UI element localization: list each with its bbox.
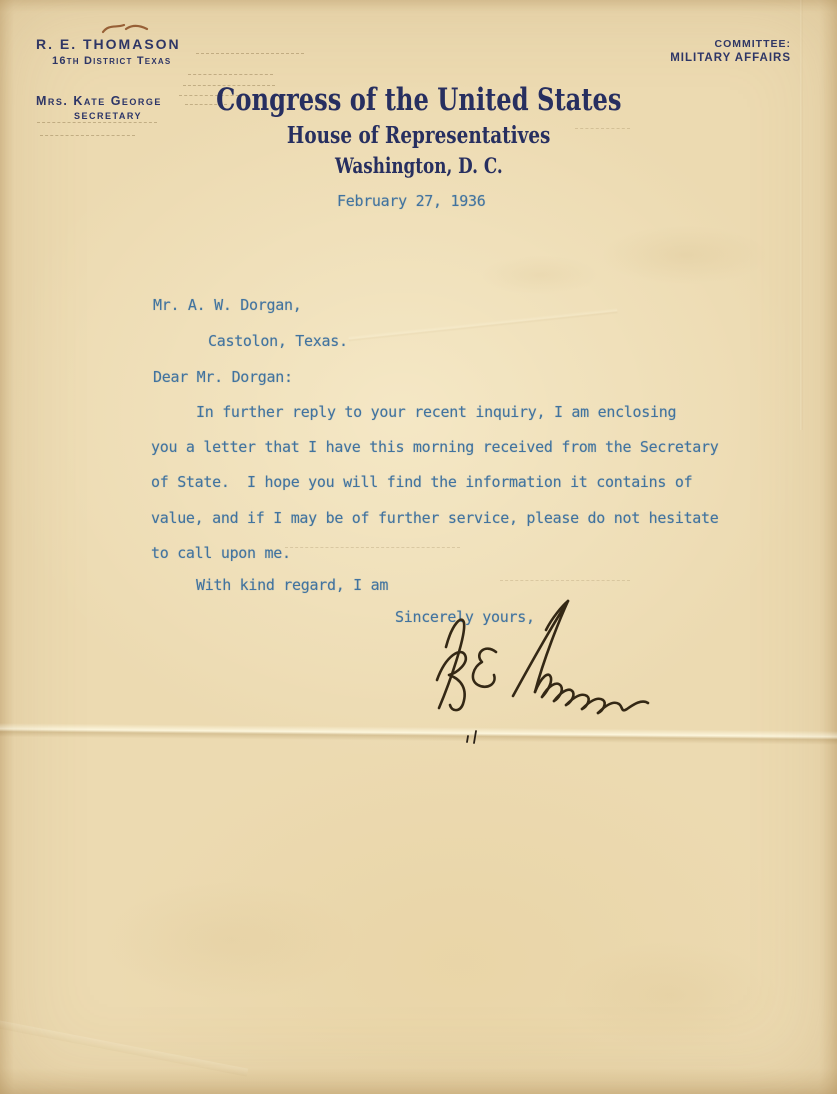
letter-date: February 27, 1936 (337, 192, 486, 210)
pencil-mark (463, 728, 485, 748)
diagonal-crease (348, 308, 617, 342)
chamber-heading-text: House of Representatives (286, 122, 551, 149)
paper-stain-spot (600, 225, 770, 285)
institution-heading (0, 82, 837, 118)
recipient-address: Castolon, Texas. (208, 332, 348, 350)
paper-stain-spot (100, 880, 360, 1000)
ghost-line (285, 547, 460, 548)
signature (416, 592, 666, 732)
ghost-line (188, 74, 273, 75)
ghost-line (196, 53, 304, 54)
body-line: In further reply to your recent inquiry, I am enclosing (196, 403, 677, 421)
chamber-heading (0, 122, 837, 149)
letterhead-committee-block (670, 38, 791, 64)
bottom-left-crease (0, 1015, 248, 1076)
city-heading-text: Washington, D. C. (334, 153, 503, 178)
ghost-line (500, 580, 630, 581)
committee-label: COMMITTEE: (714, 38, 791, 50)
secretary-name: Mrs. Kate George (36, 94, 162, 108)
body-line: of State. I hope you will find the information it contains of (151, 473, 693, 491)
secretary-title: SECRETARY (74, 111, 143, 121)
regard-line: With kind regard, I am (196, 576, 389, 594)
right-edge-crease (800, 0, 803, 430)
salutation: Dear Mr. Dorgan: (153, 368, 293, 386)
paper-stain-spot (480, 255, 600, 295)
paper-stain-spot (560, 940, 780, 1050)
recipient-name: Mr. A. W. Dorgan, (153, 296, 302, 314)
valediction: Sincerely yours, (395, 608, 535, 626)
member-district: 16th District Texas (52, 55, 172, 67)
body-line: you a letter that I have this morning received from the Secretary (151, 438, 719, 456)
member-name: R. E. THOMASON (36, 36, 181, 52)
body-line: value, and if I may be of further service, please do not hesitate (151, 509, 719, 527)
institution-heading-text: Congress of the United States (215, 82, 622, 118)
committee-name: MILITARY AFFAIRS (670, 52, 791, 64)
body-line: to call upon me. (151, 544, 291, 562)
city-heading (0, 153, 837, 178)
